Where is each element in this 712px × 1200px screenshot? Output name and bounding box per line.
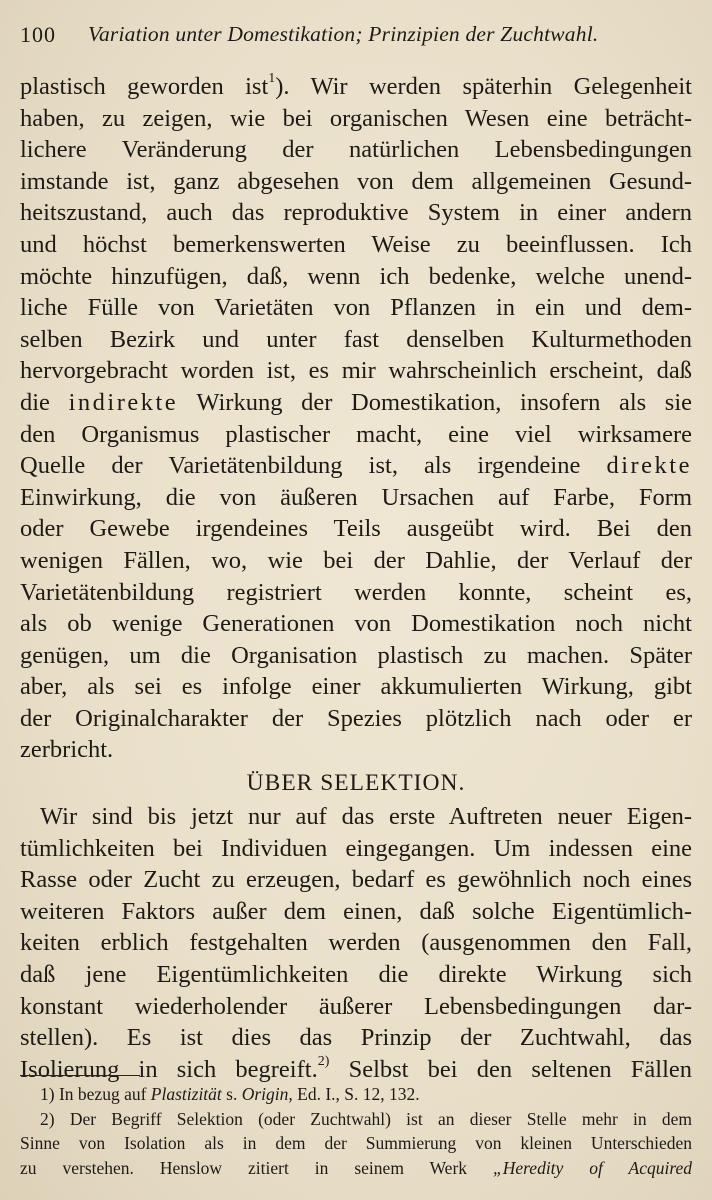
footnote-1: 1) In bezug auf Plastizität s. Origin, Ed. I., S. 12, 132. [40, 1084, 420, 1104]
text-line: Wir sind bis jetzt nur auf das erste Auftreten neuer Eigen- [40, 803, 692, 831]
running-head: Variation unter Domestikation; Prinzipien der Zuchtwahl. [88, 22, 599, 46]
text-line: aber, als sei es infolge einer akkumulierten Wirkung, gibt [20, 673, 692, 701]
text-line: stellen). Es ist dies das Prinzip der Zuchtwahl, das [20, 1024, 692, 1052]
text-line: imstande ist, ganz abgesehen von dem allgemeinen Gesund- [20, 167, 692, 195]
text-line: Quelle der Varietätenbildung ist, als irgendeine direkte [20, 452, 692, 480]
text-line: Einwirkung, die von äußeren Ursachen auf Farbe, Form [20, 483, 692, 511]
footnote-2: 2) Der Begriff Selektion (oder Zuchtwahl) ist an dieser Stelle mehr in dem [40, 1108, 693, 1129]
text-line: der Originalcharakter der Spezies plötzlich nach oder er [20, 704, 692, 732]
footnotes [20, 1082, 692, 1181]
text-line: genügen, um die Organisation plastisch zu machen. Später [20, 641, 692, 669]
body-text [20, 71, 692, 1085]
text-line: selben Bezirk und unter fast denselben Kulturmethoden [20, 325, 692, 353]
text-line: Varietätenbildung registriert werden konnte, scheint es, [20, 578, 692, 606]
text-line: oder Gewebe irgendeines Teils ausgeübt wird. Bei den [20, 515, 692, 543]
text-line: weiteren Faktors außer dem einen, daß solche Eigentümlich- [20, 897, 692, 925]
text-line: den Organismus plastischer macht, eine viel wirksamere [20, 420, 692, 448]
text-line: keiten erblich festgehalten werden (ausgenommen den Fall, [20, 929, 692, 957]
emphasis-direkte: direkte [606, 452, 692, 480]
page-header [20, 22, 700, 52]
text-line: Isolierung in sich begreift.$^{2)}$ Selbst bei den seltenen Fällen [20, 1053, 693, 1083]
text-line: daß jene Eigentümlichkeiten die direkte Wirkung sich [20, 961, 692, 989]
text-line: konstant wiederholender äußerer Lebensbedingungen dar- [20, 992, 692, 1020]
page-number: 100 [20, 22, 56, 47]
text-line: heitszustand, auch das reproduktive System in einer andern [20, 199, 692, 227]
footnote-label: 1) [40, 1084, 55, 1104]
footnote-label: 2) [40, 1108, 55, 1129]
text-line: möchte hinzufügen, daß, wenn ich bedenke, welche unend- [20, 262, 692, 290]
footnote-line: Sinne von Isolation als in dem der Summierung von kleinen Unterschieden [20, 1133, 692, 1154]
text-line: zerbricht. [20, 736, 114, 764]
footnote-ref-2[interactable]: 2) [317, 1053, 330, 1069]
emphasis-indirekte: indirekte [68, 388, 179, 416]
text-line: haben, zu zeigen, wie bei organischen Wesen eine beträcht- [20, 104, 692, 132]
footnote-line: zu verstehen. Henslow zitiert in seinem Werk „Heredity of Acquired [20, 1158, 693, 1179]
text-line: plastisch geworden ist$^1$). Wir werden späterhin Gelegenheit [20, 70, 692, 100]
text-line: hervorgebracht worden ist, es mir wahrscheinlich erscheint, daß [20, 357, 692, 385]
text-line: lichere Veränderung der natürlichen Lebensbedingungen [20, 136, 692, 164]
text-line: Rasse oder Zucht zu erzeugen, bedarf es gewöhnlich noch eines [20, 866, 692, 894]
text-line: und höchst bemerkenswerten Weise zu beeinflussen. Ich [20, 230, 692, 258]
text-line: tümlichkeiten bei Individuen eingegangen. Um indessen eine [20, 834, 692, 862]
footnote-ref-1[interactable]: 1 [268, 70, 276, 86]
footnote-divider [20, 1075, 140, 1076]
text-line: liche Fülle von Varietäten von Pflanzen in ein und dem- [20, 294, 692, 322]
section-heading: ÜBER SELEKTION. [246, 770, 466, 797]
text-line: wenigen Fällen, wo, wie bei der Dahlie, der Verlauf der [20, 546, 692, 574]
text-line: die indirekte Wirkung der Domestikation, insofern als sie [20, 388, 693, 416]
text-line: als ob wenige Generationen von Domestikation noch nicht [20, 610, 692, 638]
